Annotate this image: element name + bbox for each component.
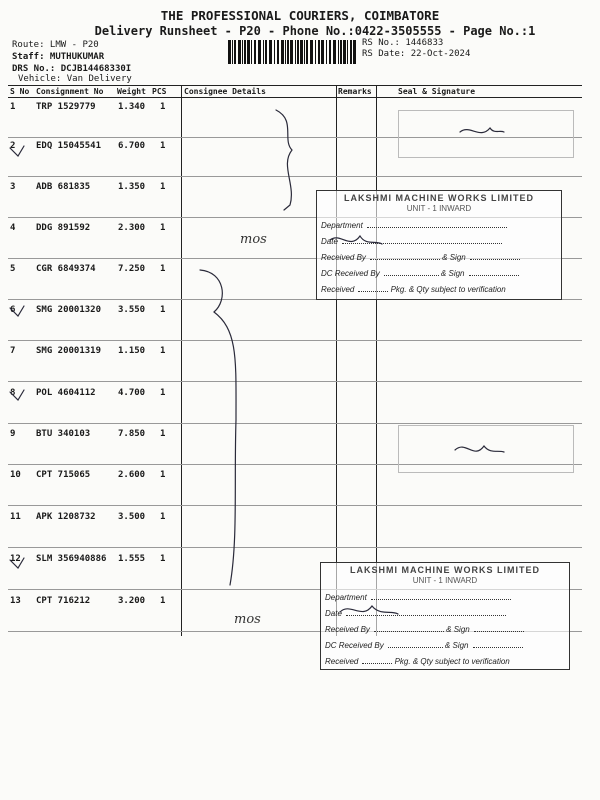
row-sno: 7: [10, 346, 16, 356]
barcode-bar: [295, 40, 296, 64]
row-consignment: CPT 716212: [36, 596, 91, 606]
row-sno: 9: [10, 429, 16, 439]
barcode-bar: [329, 40, 331, 64]
row-consignment: DDG 891592: [36, 223, 91, 233]
faint-stamp: [398, 425, 574, 473]
barcode-bar: [306, 40, 308, 64]
stamp-dc-received-by: DC Received By: [325, 641, 384, 650]
row-weight: 2.300: [118, 223, 146, 233]
table-row: [8, 470, 582, 490]
barcode-bar: [353, 40, 356, 64]
barcode-bar: [300, 40, 303, 64]
stamp-company: LAKSHMI MACHINE WORKS LIMITED: [350, 565, 540, 575]
rs-number: RS No.: 1446833: [362, 38, 444, 48]
stamp-sign: & Sign: [440, 269, 465, 278]
col-consignee: Consignee Details: [184, 87, 266, 96]
row-divider: [8, 547, 582, 548]
row-pcs: 1: [160, 470, 166, 480]
stamp-received: Received: [321, 285, 355, 294]
row-pcs: 1: [160, 223, 166, 233]
handwritten-mark: mos: [240, 232, 267, 247]
row-sno: 3: [10, 182, 16, 192]
row-consignment: SMG 20001320: [36, 305, 102, 315]
barcode-bar: [338, 40, 339, 64]
row-weight: 7.250: [118, 264, 146, 274]
row-sno: 13: [10, 596, 21, 606]
barcode-bar: [290, 40, 293, 64]
barcode-bar: [263, 40, 264, 64]
row-consignment: APK 1208732: [36, 512, 96, 522]
row-pcs: 1: [160, 305, 166, 315]
row-consignment: SLM 356940886: [36, 554, 107, 564]
stamp-verification: Pkg. & Qty subject to verification: [394, 657, 510, 666]
row-weight: 6.700: [118, 141, 146, 151]
stamp-verification: Pkg. & Qty subject to verification: [390, 285, 506, 294]
col-seal: Seal & Signature: [398, 87, 476, 96]
stamp-received-by: Received By: [325, 625, 370, 634]
table-row: [8, 346, 582, 366]
stamp-date: Date: [325, 609, 342, 618]
barcode-bar: [287, 40, 289, 64]
stamp-company: LAKSHMI MACHINE WORKS LIMITED: [344, 193, 534, 203]
barcode-bar: [247, 40, 250, 64]
stamp-received: Received: [325, 657, 359, 666]
stamp-received-by: Received By: [321, 253, 366, 262]
barcode-bar: [232, 40, 233, 64]
barcode-bar: [318, 40, 320, 64]
row-consignment: CGR 6849374: [36, 264, 96, 274]
barcode-bar: [326, 40, 327, 64]
barcode-bar: [265, 40, 267, 64]
row-divider: [8, 176, 582, 177]
barcode-bar: [238, 40, 241, 64]
barcode-bar: [242, 40, 243, 64]
stamp-unit: UNIT - 1 INWARD: [412, 576, 478, 585]
row-pcs: 1: [160, 182, 166, 192]
row-weight: 3.200: [118, 596, 146, 606]
row-pcs: 1: [160, 102, 166, 112]
document-title: THE PROFESSIONAL COURIERS, COIMBATORE: [160, 8, 440, 23]
row-divider: [8, 505, 582, 506]
row-weight: 3.500: [118, 512, 146, 522]
barcode-bar: [258, 40, 261, 64]
stamp-sign: & Sign: [442, 253, 466, 262]
col-pcs: PCS: [152, 87, 167, 96]
row-weight: 4.700: [118, 388, 146, 398]
row-pcs: 1: [160, 512, 166, 522]
stamp-sign: & Sign: [446, 625, 470, 634]
row-divider: [8, 381, 582, 382]
barcode-bar: [343, 40, 346, 64]
receipt-stamp: [320, 562, 570, 670]
row-sno: 11: [10, 512, 21, 522]
barcode-bar: [251, 40, 252, 64]
barcode-bar: [340, 40, 342, 64]
row-sno: 2: [10, 141, 16, 151]
route-label: Route: LMW - P20: [12, 40, 99, 50]
row-pcs: 1: [160, 596, 166, 606]
row-consignment: BTU 340103: [36, 429, 91, 439]
row-sno: 8: [10, 388, 16, 398]
row-sno: 10: [10, 470, 21, 480]
barcode-bar: [321, 40, 324, 64]
row-pcs: 1: [160, 429, 166, 439]
row-pcs: 1: [160, 141, 166, 151]
row-divider: [8, 423, 582, 424]
table-row: [8, 305, 582, 325]
barcode: [228, 40, 356, 64]
table-row: [8, 512, 582, 532]
staff-label: Staff: MUTHUKUMAR: [12, 52, 105, 62]
stamp-dc-received-by: DC Received By: [321, 269, 380, 278]
stamp-date: Date: [321, 237, 338, 246]
barcode-bar: [274, 40, 275, 64]
document-subtitle: Delivery Runsheet - P20 - Phone No.:0422-3505555 - Page No.:1: [94, 24, 536, 38]
handwritten-mark: mos: [234, 612, 261, 627]
row-consignment: EDQ 15045541: [36, 141, 102, 151]
row-weight: 1.340: [118, 102, 146, 112]
row-sno: 6: [10, 305, 16, 315]
barcode-bar: [315, 40, 316, 64]
barcode-bar: [228, 40, 231, 64]
row-sno: 5: [10, 264, 16, 274]
faint-stamp: [398, 110, 574, 158]
barcode-bar: [297, 40, 299, 64]
row-consignment: SMG 20001319: [36, 346, 102, 356]
row-weight: 1.150: [118, 346, 146, 356]
stamp-department: Department: [325, 593, 367, 602]
row-pcs: 1: [160, 346, 166, 356]
table-row: [8, 388, 582, 408]
barcode-bar: [244, 40, 246, 64]
barcode-bar: [269, 40, 272, 64]
col-consignment: Consignment No: [36, 87, 104, 96]
row-sno: 4: [10, 223, 16, 233]
row-consignment: CPT 715065: [36, 470, 91, 480]
stamp-unit: UNIT - 1 INWARD: [406, 204, 472, 213]
header-bottom-rule: [8, 97, 582, 98]
barcode-bar: [350, 40, 352, 64]
stamp-department: Department: [321, 221, 363, 230]
vehicle-label: Vehicle: Van Delivery: [18, 74, 132, 84]
col-sno: S No: [10, 87, 30, 96]
barcode-bar: [234, 40, 236, 64]
row-weight: 1.350: [118, 182, 146, 192]
row-consignment: POL 4604112: [36, 388, 96, 398]
row-consignment: TRP 1529779: [36, 102, 96, 112]
barcode-bar: [347, 40, 348, 64]
barcode-bar: [281, 40, 284, 64]
drs-label: DRS No.: DCJB14468330I: [12, 64, 132, 74]
receipt-stamp: [316, 190, 562, 300]
barcode-bar: [310, 40, 313, 64]
row-pcs: 1: [160, 388, 166, 398]
header-top-rule: [8, 85, 582, 86]
rs-date: RS Date: 22-Oct-2024: [362, 49, 471, 59]
barcode-bar: [285, 40, 286, 64]
row-consignment: ADB 681835: [36, 182, 91, 192]
row-weight: 2.600: [118, 470, 146, 480]
row-weight: 3.550: [118, 305, 146, 315]
row-pcs: 1: [160, 554, 166, 564]
row-divider: [8, 340, 582, 341]
row-sno: 1: [10, 102, 16, 112]
stamp-sign: & Sign: [444, 641, 469, 650]
row-weight: 7.850: [118, 429, 146, 439]
barcode-bar: [254, 40, 256, 64]
row-weight: 1.555: [118, 554, 146, 564]
col-weight: Weight: [117, 87, 146, 96]
row-pcs: 1: [160, 264, 166, 274]
barcode-bar: [277, 40, 279, 64]
barcode-bar: [304, 40, 305, 64]
row-sno: 12: [10, 554, 21, 564]
barcode-bar: [333, 40, 336, 64]
col-remarks: Remarks: [338, 87, 372, 96]
